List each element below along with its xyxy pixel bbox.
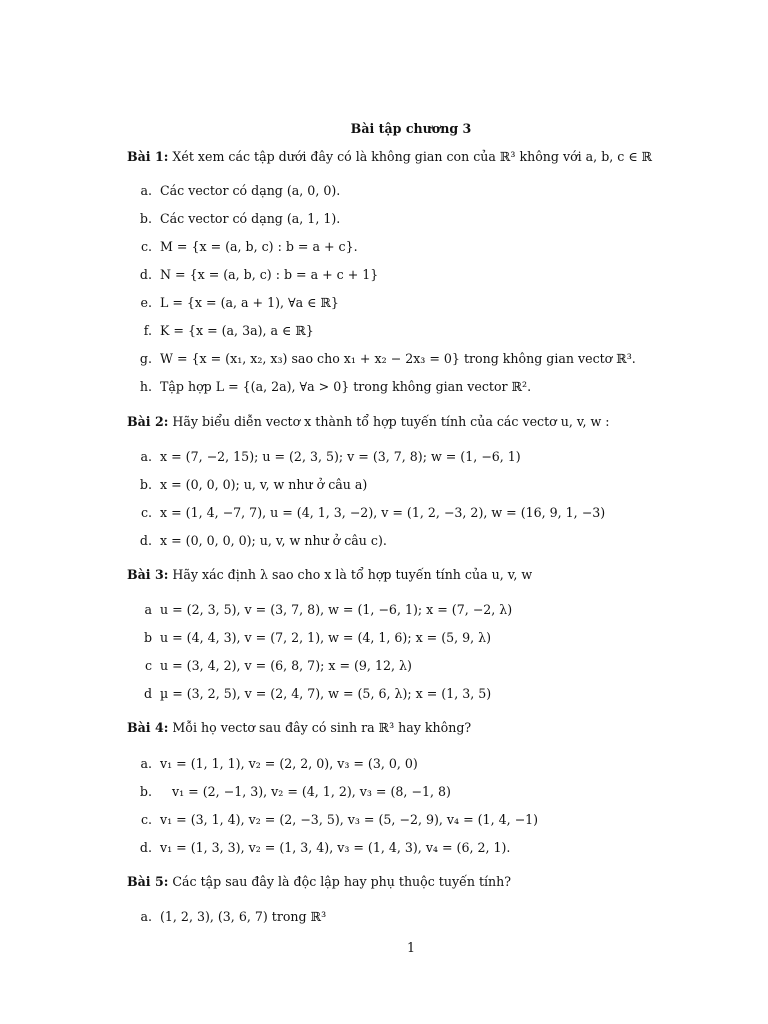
exercise-label: Bài 1: (127, 149, 169, 164)
item-text: v₁ = (2, −1, 3), v₂ = (4, 1, 2), v₃ = (8, −1, 8) (172, 784, 451, 799)
item-text: (1, 2, 3), (3, 6, 7) trong ℝ³ (160, 909, 327, 924)
item-label: h. (139, 379, 152, 394)
item-label: d. (139, 267, 152, 282)
exercise-text: Hãy xác định λ sao cho x là tổ hợp tuyến tính của u, v, w (172, 567, 533, 582)
item-label: e. (140, 295, 152, 310)
exercise-text: Xét xem các tập dưới đây có là không gian con của ℝ³ không với a, b, c ∈ ℝ (172, 149, 653, 164)
page-number: 1 (406, 940, 415, 955)
item-text: x = (0, 0, 0); u, v, w như ở câu a) (160, 477, 368, 492)
item-label: f. (143, 323, 152, 338)
item-label: c (144, 658, 152, 673)
exercise-label: Bài 5: (127, 874, 169, 889)
page-title: Bài tập chương 3 (350, 121, 472, 136)
item-text: u = (2, 3, 5), v = (3, 7, 8), w = (1, −6, 1); x = (7, −2, λ) (160, 602, 513, 617)
item-text: u = (4, 4, 3), v = (7, 2, 1), w = (4, 1, 6); x = (5, 9, λ) (160, 630, 492, 645)
item-text: v₁ = (1, 1, 1), v₂ = (2, 2, 0), v₃ = (3, 0, 0) (160, 756, 418, 771)
item-label: c. (140, 505, 152, 520)
item-label: d. (139, 840, 152, 855)
item-text: Các vector có dạng (a, 1, 1). (160, 211, 341, 226)
exercise-1-heading (127, 149, 652, 164)
exercise-text: Hãy biểu diễn vectơ x thành tổ hợp tuyến tính của các vectơ u, v, w : (172, 414, 610, 429)
exercise-text: Mỗi họ vectơ sau đây có sinh ra ℝ³ hay không? (172, 720, 472, 735)
item-text: Các vector có dạng (a, 0, 0). (160, 183, 341, 198)
item-label: c. (140, 239, 152, 254)
item-text: K = {x = (a, 3a), a ∈ ℝ} (160, 323, 314, 338)
item-label: d. (139, 533, 152, 548)
item-text: v₁ = (1, 3, 3), v₂ = (1, 3, 4), v₃ = (1, 4, 3), v₄ = (6, 2, 1). (160, 840, 511, 855)
item-label: b. (139, 784, 152, 799)
exercise-text: Các tập sau đây là độc lập hay phụ thuộc tuyến tính? (172, 874, 512, 889)
item-label: a. (140, 756, 152, 771)
item-label: a. (140, 183, 152, 198)
item-text: u = (3, 4, 2), v = (6, 8, 7); x = (9, 12, λ) (160, 658, 412, 673)
item-label: a. (140, 909, 152, 924)
item-text: Tập hợp L = {(a, 2a), ∀a > 0} trong không gian vector ℝ². (160, 379, 532, 394)
item-label: a. (140, 449, 152, 464)
item-text: x = (1, 4, −7, 7), u = (4, 1, 3, −2), v = (1, 2, −3, 2), w = (16, 9, 1, −3) (160, 505, 606, 520)
exercise-label: Bài 3: (127, 567, 169, 582)
item-text: x = (7, −2, 15); u = (2, 3, 5); v = (3, 7, 8); w = (1, −6, 1) (160, 449, 521, 464)
exercise-3-heading (127, 567, 532, 582)
exercise-label: Bài 2: (127, 414, 169, 429)
item-text: N = {x = (a, b, c) : b = a + c + 1} (160, 267, 379, 282)
exercise-5-heading (127, 874, 511, 889)
exercise-2-heading (127, 414, 610, 429)
item-text: L = {x = (a, a + 1), ∀a ∈ ℝ} (160, 295, 339, 310)
item-label: a (144, 602, 152, 617)
item-label: b. (139, 477, 152, 492)
item-label: d (143, 686, 152, 701)
item-text: µ = (3, 2, 5), v = (2, 4, 7), w = (5, 6, λ); x = (1, 3, 5) (160, 686, 492, 701)
exercise-4-heading (127, 720, 471, 735)
item-label: c. (140, 812, 152, 827)
item-label: b (143, 630, 152, 645)
item-label: g. (139, 351, 152, 366)
exercise-label: Bài 4: (127, 720, 169, 735)
item-text: W = {x = (x₁, x₂, x₃) sao cho x₁ + x₂ − 2x₃ = 0} trong không gian vectơ ℝ³. (160, 351, 636, 366)
item-text: M = {x = (a, b, c) : b = a + c}. (160, 239, 358, 254)
item-text: v₁ = (3, 1, 4), v₂ = (2, −3, 5), v₃ = (5, −2, 9), v₄ = (1, 4, −1) (160, 812, 539, 827)
item-text: x = (0, 0, 0, 0); u, v, w như ở câu c). (160, 533, 387, 548)
item-label: b. (139, 211, 152, 226)
